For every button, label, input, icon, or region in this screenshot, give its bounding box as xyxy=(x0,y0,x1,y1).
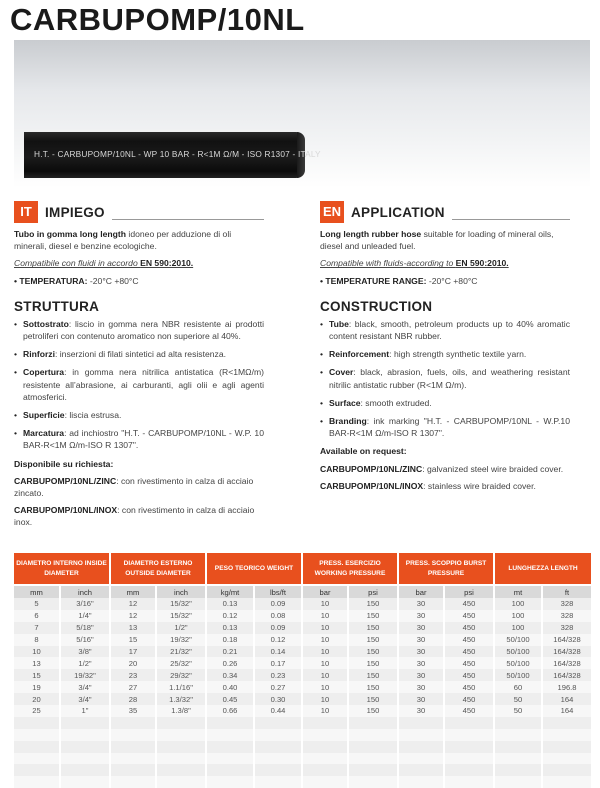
en-request-inox: CARBUPOMP/10NL/INOX: stainless wire braided cover. xyxy=(320,480,536,491)
table-cell: 0.18 xyxy=(206,634,254,646)
table-cell: 150 xyxy=(348,646,398,658)
table-cell: 12 xyxy=(110,610,156,622)
group-length: LUNGHEZZA LENGTH xyxy=(494,553,592,585)
unit-header-cell: mm xyxy=(14,585,60,598)
table-cell xyxy=(156,776,206,788)
table-cell: 450 xyxy=(444,646,494,658)
table-cell xyxy=(398,776,444,788)
table-cell xyxy=(494,764,542,776)
table-cell: 1.3/8" xyxy=(156,705,206,717)
unit-header-cell: bar xyxy=(398,585,444,598)
table-cell xyxy=(444,729,494,741)
table-cell: 1" xyxy=(60,705,110,717)
it-badge: IT xyxy=(14,201,38,223)
it-item-3: • Superficie: liscia estrusa. xyxy=(14,409,264,421)
table-cell xyxy=(444,741,494,753)
table-cell: 6 xyxy=(14,610,60,622)
table-cell xyxy=(398,729,444,741)
table-cell: 21/32" xyxy=(156,646,206,658)
table-cell: 164/328 xyxy=(542,634,592,646)
group-inside-diameter: DIAMETRO INTERNO INSIDE DIAMETER xyxy=(14,553,110,585)
table-cell: 10 xyxy=(302,681,348,693)
en-lead: Long length rubber hose suitable for loading of mineral oils, diesel and unleaded fuel. xyxy=(320,229,554,252)
table-cell xyxy=(348,717,398,729)
table-cell: 19 xyxy=(14,681,60,693)
table-cell: 13 xyxy=(14,657,60,669)
table-cell: 1/4" xyxy=(60,610,110,622)
table-cell: 1.1/16" xyxy=(156,681,206,693)
table-cell xyxy=(110,753,156,765)
table-cell: 450 xyxy=(444,634,494,646)
table-cell: 0.66 xyxy=(206,705,254,717)
spec-table xyxy=(14,553,593,788)
table-cell: 50/100 xyxy=(494,657,542,669)
it-header xyxy=(14,200,264,224)
table-row xyxy=(14,669,592,681)
table-cell xyxy=(398,753,444,765)
table-cell: 150 xyxy=(348,610,398,622)
en-heading-rule xyxy=(452,219,570,220)
table-cell xyxy=(110,776,156,788)
table-cell: 12 xyxy=(110,598,156,610)
table-cell xyxy=(156,753,206,765)
table-row xyxy=(14,741,592,753)
table-cell: 450 xyxy=(444,669,494,681)
table-cell: 5 xyxy=(14,598,60,610)
en-header xyxy=(320,200,570,224)
group-outside-diameter: DIAMETRO ESTERNO OUTSIDE DIAMETER xyxy=(110,553,206,585)
table-row xyxy=(14,729,592,741)
table-cell: 150 xyxy=(348,669,398,681)
page-title: CARBUPOMP/10NL xyxy=(10,2,305,37)
table-cell xyxy=(60,729,110,741)
table-row xyxy=(14,717,592,729)
table-cell: 150 xyxy=(348,693,398,705)
table-cell: 8 xyxy=(14,634,60,646)
table-cell: 100 xyxy=(494,598,542,610)
en-item-4: • Branding: ink marking "H.T. - CARBUPOMP/10NL - W.P.10 BAR-R<1M Ω/m-ISO R 1307". xyxy=(320,415,570,439)
table-cell xyxy=(14,729,60,741)
table-cell: 450 xyxy=(444,705,494,717)
table-cell: 29/32" xyxy=(156,669,206,681)
table-row xyxy=(14,634,592,646)
it-temperature: • TEMPERATURA: -20°C +80°C xyxy=(14,275,139,286)
table-cell: 0.12 xyxy=(206,610,254,622)
table-cell xyxy=(110,729,156,741)
table-row xyxy=(14,622,592,634)
table-cell: 0.44 xyxy=(254,705,302,717)
table-cell: 450 xyxy=(444,598,494,610)
table-cell: 1/2" xyxy=(156,622,206,634)
table-cell: 164/328 xyxy=(542,657,592,669)
table-cell: 25 xyxy=(14,705,60,717)
table-cell: 28 xyxy=(110,693,156,705)
table-cell xyxy=(348,776,398,788)
table-cell xyxy=(206,741,254,753)
table-cell: 0.26 xyxy=(206,657,254,669)
unit-header-cell: ft xyxy=(542,585,592,598)
table-cell xyxy=(110,764,156,776)
table-row xyxy=(14,610,592,622)
table-cell: 10 xyxy=(302,669,348,681)
table-cell: 10 xyxy=(302,705,348,717)
table-cell xyxy=(156,729,206,741)
table-cell xyxy=(156,717,206,729)
unit-header-cell: lbs/ft xyxy=(254,585,302,598)
table-cell xyxy=(14,717,60,729)
table-cell: 164/328 xyxy=(542,646,592,658)
en-compat: Compatible with fluids-according to EN 590:2010. xyxy=(320,258,509,269)
en-request-zinc: CARBUPOMP/10NL/ZINC: galvanized steel wire braided cover. xyxy=(320,463,564,474)
table-cell: 328 xyxy=(542,610,592,622)
table-cell: 30 xyxy=(398,622,444,634)
table-row xyxy=(14,598,592,610)
table-cell xyxy=(542,741,592,753)
table-cell: 0.09 xyxy=(254,622,302,634)
en-item-1: • Reinforcement: high strength synthetic textile yarn. xyxy=(320,348,570,360)
it-structure-list xyxy=(14,318,264,452)
table-cell xyxy=(494,776,542,788)
table-cell: 30 xyxy=(398,693,444,705)
table-cell: 30 xyxy=(398,634,444,646)
table-cell xyxy=(542,717,592,729)
table-row xyxy=(14,681,592,693)
table-cell: 15/32" xyxy=(156,598,206,610)
table-cell: 0.21 xyxy=(206,646,254,658)
it-item-4: • Marcatura: ad inchiostro "H.T. - CARBUPOMP/10NL - W.P. 10 BAR-R<1M Ω/m-ISO R 1307". xyxy=(14,427,264,451)
table-cell: 3/8" xyxy=(60,646,110,658)
table-cell xyxy=(110,717,156,729)
table-cell: 450 xyxy=(444,622,494,634)
table-cell xyxy=(302,717,348,729)
it-request-zinc: CARBUPOMP/10NL/ZINC: con rivestimento in calza di acciaio zincato. xyxy=(14,475,254,499)
table-cell xyxy=(348,764,398,776)
table-cell: 0.45 xyxy=(206,693,254,705)
en-construction-list xyxy=(320,318,570,440)
table-cell: 27 xyxy=(110,681,156,693)
table-cell: 20 xyxy=(14,693,60,705)
table-cell: 0.14 xyxy=(254,646,302,658)
table-cell xyxy=(60,717,110,729)
en-construction-heading: CONSTRUCTION xyxy=(320,298,433,314)
table-cell xyxy=(254,717,302,729)
unit-header-cell: mm xyxy=(110,585,156,598)
table-cell xyxy=(156,764,206,776)
table-cell: 0.09 xyxy=(254,598,302,610)
table-cell: 0.40 xyxy=(206,681,254,693)
table-cell: 23 xyxy=(110,669,156,681)
it-request-inox: CARBUPOMP/10NL/INOX: con rivestimento in calza di acciaio inox. xyxy=(14,505,255,528)
table-cell xyxy=(444,717,494,729)
group-working-pressure: PRESS. ESERCIZIO WORKING PRESSURE xyxy=(302,553,398,585)
table-cell xyxy=(206,717,254,729)
table-cell xyxy=(542,729,592,741)
table-cell: 19/32" xyxy=(156,634,206,646)
table-cell xyxy=(494,741,542,753)
table-cell xyxy=(14,753,60,765)
table-cell: 10 xyxy=(302,646,348,658)
unit-header-cell: psi xyxy=(348,585,398,598)
table-cell: 0.13 xyxy=(206,598,254,610)
table-cell: 150 xyxy=(348,634,398,646)
table-cell: 50 xyxy=(494,693,542,705)
table-row xyxy=(14,764,592,776)
en-item-2: • Cover: black, abrasion, fuels, oils, and weathering resistant nitrilic antistatic rubber (R<1M Ω/m). xyxy=(320,366,570,390)
table-cell xyxy=(348,741,398,753)
table-cell xyxy=(542,764,592,776)
it-structure-heading: STRUTTURA xyxy=(14,298,100,314)
table-group-header xyxy=(14,553,592,585)
table-cell: 164/328 xyxy=(542,669,592,681)
table-cell: 30 xyxy=(398,657,444,669)
table-cell: 328 xyxy=(542,598,592,610)
it-heading: IMPIEGO xyxy=(45,204,105,220)
table-cell: 1.3/32" xyxy=(156,693,206,705)
en-heading: APPLICATION xyxy=(351,204,445,220)
table-cell xyxy=(206,753,254,765)
unit-header-cell: kg/mt xyxy=(206,585,254,598)
table-cell xyxy=(542,753,592,765)
it-lead: Tubo in gomma long length idoneo per adduzione di oli minerali, diesel e benzine ecologiche. xyxy=(14,229,232,252)
table-cell: 30 xyxy=(398,610,444,622)
italian-column xyxy=(14,200,264,529)
table-cell xyxy=(254,764,302,776)
hose-photo xyxy=(14,40,590,188)
table-cell xyxy=(156,741,206,753)
table-cell: 30 xyxy=(398,681,444,693)
table-cell: 100 xyxy=(494,622,542,634)
table-cell: 19/32" xyxy=(60,669,110,681)
hose-marking: H.T. - CARBUPOMP/10NL - WP 10 BAR - R<1M Ω/M - ISO R1307 - ITALY xyxy=(34,149,321,159)
table-cell: 15 xyxy=(14,669,60,681)
table-cell: 30 xyxy=(398,598,444,610)
table-cell: 15/32" xyxy=(156,610,206,622)
table-cell xyxy=(206,764,254,776)
table-cell xyxy=(110,741,156,753)
table-cell: 0.27 xyxy=(254,681,302,693)
table-cell: 7 xyxy=(14,622,60,634)
table-cell xyxy=(542,776,592,788)
table-cell xyxy=(254,741,302,753)
table-cell xyxy=(302,753,348,765)
table-cell: 60 xyxy=(494,681,542,693)
table-cell: 10 xyxy=(302,598,348,610)
unit-header-cell: inch xyxy=(156,585,206,598)
table-cell: 150 xyxy=(348,681,398,693)
table-cell: 1/2" xyxy=(60,657,110,669)
table-row xyxy=(14,646,592,658)
table-cell: 0.34 xyxy=(206,669,254,681)
table-cell xyxy=(398,717,444,729)
table-cell xyxy=(206,776,254,788)
table-row xyxy=(14,776,592,788)
table-cell xyxy=(444,764,494,776)
table-cell xyxy=(302,729,348,741)
table-cell xyxy=(302,776,348,788)
en-badge: EN xyxy=(320,201,344,223)
table-cell: 10 xyxy=(302,622,348,634)
table-cell xyxy=(254,729,302,741)
it-item-1: • Rinforzi: inserzioni di filati sintetici ad alta resistenza. xyxy=(14,348,264,360)
table-row xyxy=(14,705,592,717)
table-cell xyxy=(254,753,302,765)
table-cell: 35 xyxy=(110,705,156,717)
table-cell: 450 xyxy=(444,657,494,669)
table-cell: 15 xyxy=(110,634,156,646)
table-cell: 25/32" xyxy=(156,657,206,669)
table-row xyxy=(14,657,592,669)
table-cell: 100 xyxy=(494,610,542,622)
table-row xyxy=(14,693,592,705)
table-cell: 10 xyxy=(302,657,348,669)
table-cell: 0.17 xyxy=(254,657,302,669)
unit-header-cell: bar xyxy=(302,585,348,598)
table-cell xyxy=(14,741,60,753)
table-cell: 10 xyxy=(302,693,348,705)
table-cell: 450 xyxy=(444,693,494,705)
table-cell: 30 xyxy=(398,646,444,658)
table-cell xyxy=(206,729,254,741)
table-cell: 164 xyxy=(542,693,592,705)
table-cell xyxy=(60,776,110,788)
table-cell: 50/100 xyxy=(494,646,542,658)
table-cell xyxy=(14,764,60,776)
table-cell xyxy=(60,764,110,776)
table-cell: 0.30 xyxy=(254,693,302,705)
table-cell: 10 xyxy=(14,646,60,658)
table-cell: 150 xyxy=(348,622,398,634)
table-cell xyxy=(302,741,348,753)
table-cell: 10 xyxy=(302,610,348,622)
it-request-heading: Disponibile su richiesta: xyxy=(14,458,114,469)
table-cell xyxy=(444,776,494,788)
table-cell xyxy=(494,729,542,741)
it-heading-rule xyxy=(112,219,264,220)
table-cell xyxy=(494,717,542,729)
table-cell: 5/16" xyxy=(60,634,110,646)
table-cell: 3/4" xyxy=(60,693,110,705)
unit-header-cell: psi xyxy=(444,585,494,598)
table-cell xyxy=(254,776,302,788)
unit-header-cell: inch xyxy=(60,585,110,598)
en-temperature: • TEMPERATURE RANGE: -20°C +80°C xyxy=(320,275,478,286)
table-cell: 3/16" xyxy=(60,598,110,610)
table-cell xyxy=(60,741,110,753)
table-cell: 50/100 xyxy=(494,669,542,681)
table-cell: 0.12 xyxy=(254,634,302,646)
table-cell xyxy=(348,753,398,765)
table-cell: 30 xyxy=(398,705,444,717)
unit-header-cell: mt xyxy=(494,585,542,598)
it-item-0: • Sottostrato: liscio in gomma nera NBR resistente ai prodotti petroliferi con contenuto aromatico non superiore al 40%. xyxy=(14,318,264,342)
table-body xyxy=(14,598,592,788)
group-burst-pressure: PRESS. SCOPPIO BURST PRESSURE xyxy=(398,553,494,585)
table-cell xyxy=(348,729,398,741)
table-cell: 150 xyxy=(348,598,398,610)
table-cell xyxy=(14,776,60,788)
table-cell xyxy=(494,753,542,765)
table-cell: 3/4" xyxy=(60,681,110,693)
en-item-3: • Surface: smooth extruded. xyxy=(320,397,570,409)
table-cell: 450 xyxy=(444,681,494,693)
group-weight: PESO TEORICO WEIGHT xyxy=(206,553,302,585)
table-row xyxy=(14,753,592,765)
en-item-0: • Tube: black, smooth, petroleum products up to 40% aromatic content resistant NBR rubber. xyxy=(320,318,570,342)
table-cell: 5/18" xyxy=(60,622,110,634)
table-cell: 13 xyxy=(110,622,156,634)
table-cell: 50/100 xyxy=(494,634,542,646)
table-cell xyxy=(60,753,110,765)
table-cell: 150 xyxy=(348,705,398,717)
table-cell: 196.8 xyxy=(542,681,592,693)
english-column xyxy=(320,200,570,492)
table-cell: 30 xyxy=(398,669,444,681)
table-cell: 10 xyxy=(302,634,348,646)
table-cell: 50 xyxy=(494,705,542,717)
table-cell: 17 xyxy=(110,646,156,658)
table-cell: 164 xyxy=(542,705,592,717)
en-request-heading: Available on request: xyxy=(320,446,407,457)
it-item-2: • Copertura: in gomma nera nitrilica antistatica (R<1MΩ/m) resistente all’abrasione, ai carburanti, agli olii e agli agenti atmosferici. xyxy=(14,366,264,403)
table-cell: 0.23 xyxy=(254,669,302,681)
table-cell: 20 xyxy=(110,657,156,669)
table-cell: 0.08 xyxy=(254,610,302,622)
table-cell: 150 xyxy=(348,657,398,669)
table-cell: 450 xyxy=(444,610,494,622)
table-cell xyxy=(398,741,444,753)
table-cell xyxy=(398,764,444,776)
table-cell xyxy=(444,753,494,765)
table-cell xyxy=(302,764,348,776)
table-cell: 0.13 xyxy=(206,622,254,634)
table-unit-header xyxy=(14,585,592,598)
it-compat: Compatibile con fluidi in accordo EN 590:2010. xyxy=(14,258,194,269)
table-cell: 328 xyxy=(542,622,592,634)
